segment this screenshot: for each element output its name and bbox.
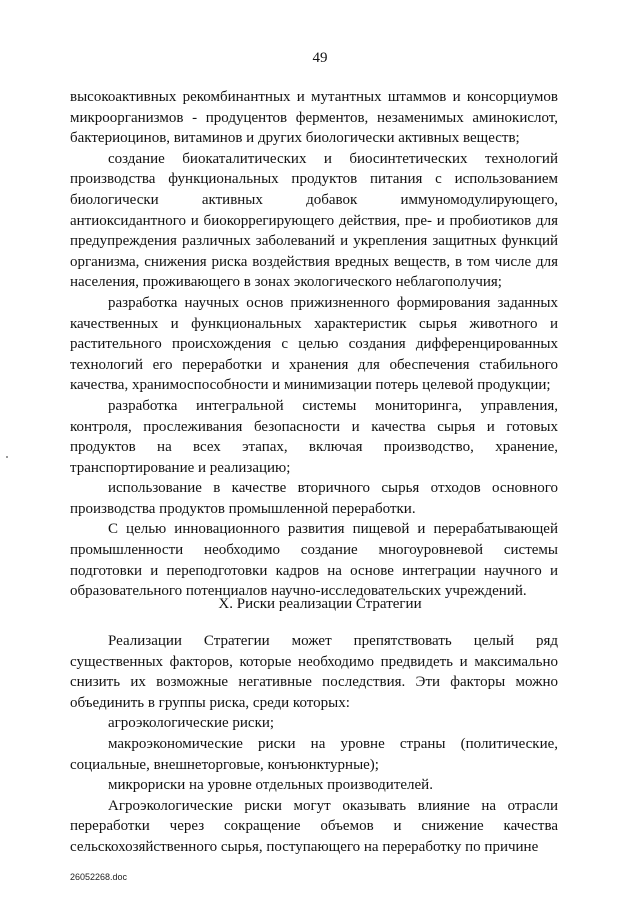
paragraph: высокоактивных рекомбинантных и мутантных штаммов и консорциумов микроорганизмов - продуцентов ферментов, незаменимых аминокислот, бактериоцинов, витаминов и других биологически активных веществ; — [70, 89, 558, 147]
list-item: микрориски на уровне отдельных производителей. — [108, 777, 433, 794]
scan-speck — [6, 456, 8, 458]
footer-filename: 26052268.doc — [70, 872, 128, 882]
paragraph: разработка научных основ прижизненного формирования заданных качественных и функциональных характеристик сырья животного и растительного происхождения с целью создания дифференцированных технологий его переработки и хранения для обеспечения стабильного качества, хранимоспособности и минимизации потерь целевой продукции; — [70, 294, 558, 394]
paragraph: Агроэкологические риски могут оказывать влияние на отрасли переработки через сокращение объемов и снижение качества сельскохозяйственного сырья, поступающего на переработку по причине — [70, 797, 558, 855]
page-number: 49 — [312, 50, 328, 66]
body-text-part2 — [70, 631, 558, 858]
paragraph: создание биокаталитических и биосинтетических технологий производства функциональных продуктов питания с использованием биологически активных добавок иммуномодулирующего, антиоксидантного и биокоррегирующего действия, пре- и пробиотиков для предупреждения различных заболеваний и укрепления защитных функций организма, снижения риска воздействия вредных веществ, в том числе для населения, проживающего в зонах экологического неблагополучия; — [70, 150, 558, 291]
list-item: макроэкономические риски на уровне страны (политические, социальные, внешнеторговые, конъюнктурные); — [70, 735, 558, 773]
section-heading: X. Риски реализации Стратегии — [218, 596, 422, 612]
list-item: агроэкологические риски; — [108, 715, 275, 732]
paragraph: Реализации Стратегии может препятствовать целый ряд существенных факторов, которые необходимо предвидеть и максимально снизить их возможные негативные последствия. Эти факторы можно объединить в группы риска, среди которых: — [70, 633, 558, 711]
body-text-part1 — [70, 87, 558, 602]
paragraph: С целью инновационного развития пищевой и перерабатывающей промышленности необходимо создание многоуровневой системы подготовки и переподготовки кадров на основе интеграции научного и образовательного потенциалов научно-исследовательских учреждений. — [70, 521, 558, 600]
paragraph: использование в качестве вторичного сырья отходов основного производства продуктов промышленной переработки. — [70, 480, 558, 517]
paragraph: разработка интегральной системы мониторинга, управления, контроля, прослеживания безопасности и качества сырья и готовых продуктов на всех этапах, включая производство, хранение, транспортирование и реализацию; — [70, 397, 558, 476]
